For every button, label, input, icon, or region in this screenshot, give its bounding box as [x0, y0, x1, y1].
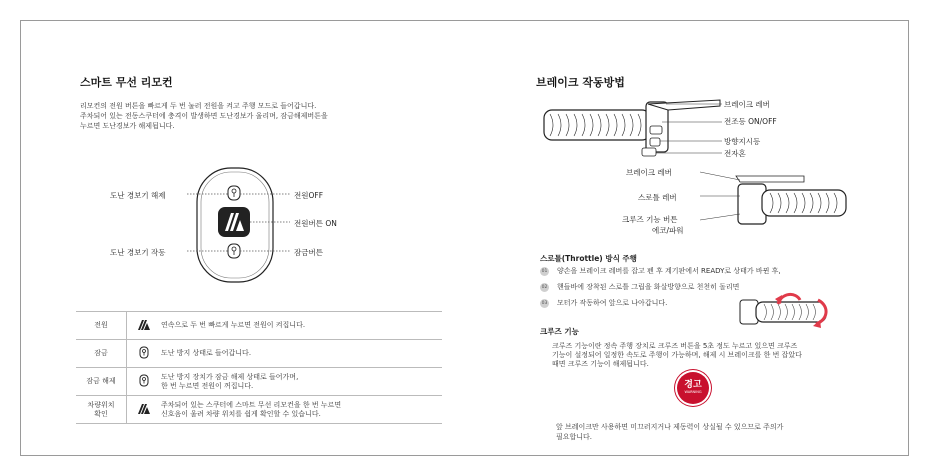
table-row	[76, 312, 442, 340]
right-grip-illustration	[700, 168, 850, 230]
label-cruise-button: 크루즈 기능 버튼	[622, 215, 678, 224]
row-label: 잠금 해제	[76, 368, 127, 396]
label-turn-signal: 방향지시등	[724, 137, 761, 146]
desc-line-3: 누르면 도난경보가 해제됩니다.	[80, 122, 175, 130]
unlock-icon	[127, 368, 162, 396]
label-lock: 잠금버튼	[294, 248, 323, 257]
throttle-title: 스로틀(Throttle) 방식 주행	[540, 254, 637, 263]
remote-power-button	[218, 207, 250, 237]
label-brake-lever-mid: 브레이크 레버	[626, 168, 672, 177]
table-row	[76, 396, 442, 424]
row-label: 잠금	[76, 340, 127, 368]
label-eco-power: 에코/파워	[652, 226, 684, 235]
warning-badge: 경고 WARNING	[677, 372, 709, 404]
label-alarm-on: 도난 경보기 작동	[110, 248, 166, 257]
desc-line-2: 주차되어 있는 전동스쿠터에 충격이 발생하면 도난경보가 울리며, 잠금해제버튼을	[80, 112, 328, 120]
table-row	[76, 368, 442, 396]
row-text: 도난 방지 장치가 잠금 해제 상태로 들어가며, 한 번 누르면 전원이 꺼집니다.	[161, 368, 442, 396]
remote-unlock-button	[228, 186, 240, 200]
remote-lock-button	[228, 244, 240, 258]
label-headlight: 전조등 ON/OFF	[724, 117, 777, 126]
label-power-on: 전원버튼 ON	[294, 219, 337, 228]
label-power-off: 전원OFF	[294, 191, 324, 200]
row-text: 연속으로 두 번 빠르게 누르면 전원이 켜집니다.	[161, 312, 442, 340]
remote-function-table	[76, 311, 442, 424]
desc-line-1: 리모컨의 전원 버튼을 빠르게 두 번 눌러 전원을 켜고 주행 모드로 들어갑니다.	[80, 102, 317, 110]
label-throttle-lever: 스로틀 레버	[638, 193, 677, 202]
row-text: 도난 방지 상태로 들어갑니다.	[161, 340, 442, 368]
remote-title: 스마트 무선 리모컨	[80, 76, 173, 89]
power-logo-icon	[127, 396, 162, 424]
label-alarm-off: 도난 경보기 해제	[110, 191, 166, 200]
row-label: 차량위치 확인	[76, 396, 127, 424]
cruise-title: 크루즈 기능	[540, 327, 579, 336]
label-brake-lever-top: 브레이크 레버	[724, 100, 770, 109]
remote-description	[80, 101, 328, 131]
throttle-grip-illustration	[738, 290, 834, 332]
label-horn: 전자혼	[724, 149, 746, 158]
table-row	[76, 340, 442, 368]
cruise-description: 크루즈 기능이란 정속 주행 장치로 크루즈 버튼을 5초 정도 누르고 있으면 크루즈 기능이 설정되어 일정한 속도로 주행이 가능하며, 해제 시 브레이크를 한 번 잡았다 때면 크루즈 기능이 해제됩니다.	[552, 342, 802, 368]
warning-text: 앞 브레이크만 사용하면 미끄러지거나 제동력이 상실될 수 있으므로 주의가 필요합니다.	[556, 423, 784, 441]
brake-title: 브레이크 작동방법	[536, 76, 625, 89]
lock-icon	[127, 340, 162, 368]
list-item: 02 핸들바에 장착된 스로틀 그립을 화살방향으로 천천히 돌리면	[541, 283, 740, 291]
power-logo-icon	[127, 312, 162, 340]
list-item: 03 모터가 작동하여 앞으로 나아갑니다.	[541, 299, 668, 307]
list-item: 01 양손을 브레이크 레버를 잡고 펜 후 계기판에서 READY로 상태가 바뀐 후,	[541, 267, 781, 275]
row-text: 주차되어 있는 스쿠터에 스마트 무선 리모컨을 한 번 누르면 신호음이 울려 차량 위치를 쉽게 확인할 수 있습니다.	[161, 396, 442, 424]
row-label: 전원	[76, 312, 127, 340]
left-grip-illustration	[536, 96, 726, 166]
